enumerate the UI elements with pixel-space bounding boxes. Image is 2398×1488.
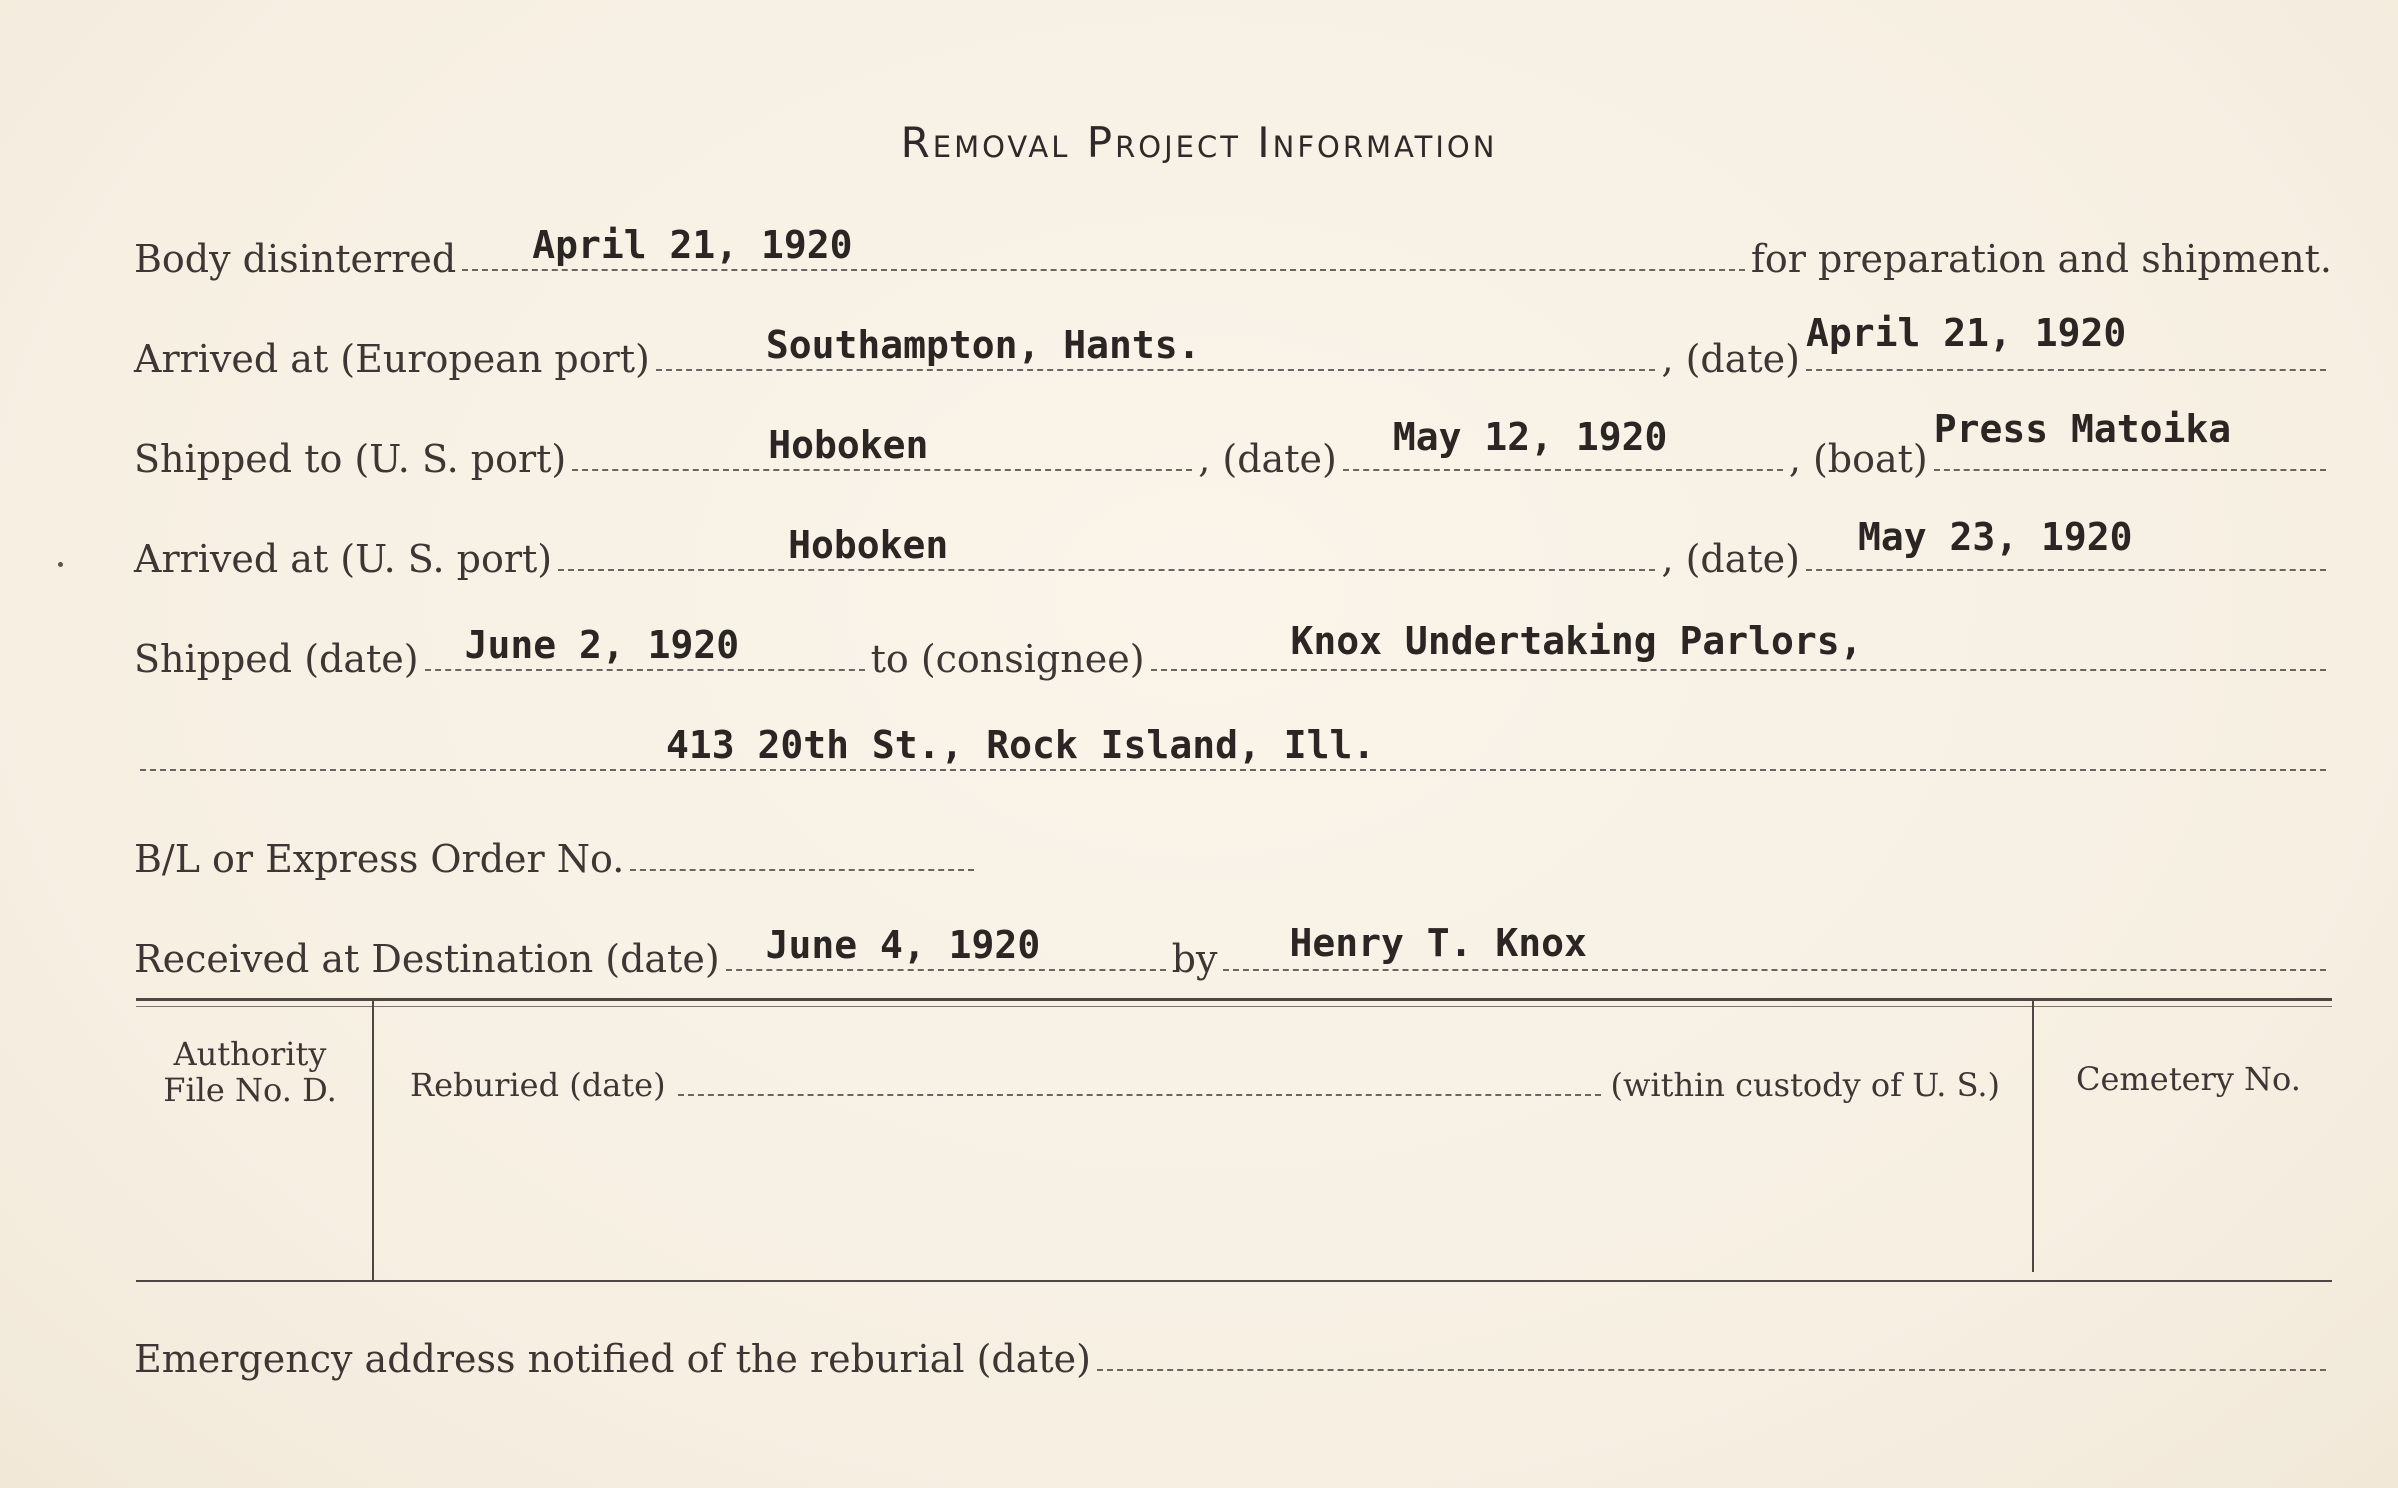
bl-order-field[interactable]: [630, 815, 974, 871]
shipped-date-field[interactable]: [425, 615, 865, 671]
arrived-european-label: Arrived at (European port): [134, 337, 650, 381]
box-top-rule-thin: [136, 1006, 2332, 1007]
shipped-us-port-field[interactable]: [572, 415, 1192, 471]
box-top-rule: [136, 998, 2332, 1001]
shipped-us-date-value: May 12, 1920: [1392, 415, 1668, 459]
cemetery-divider: [2032, 1000, 2034, 1272]
received-date-field[interactable]: [726, 915, 1166, 971]
consignee-address-field[interactable]: [140, 715, 2326, 771]
received-by-value: Henry T. Knox: [1289, 921, 1587, 965]
arrived-us-date-label: , (date): [1661, 537, 1800, 581]
arrived-us-label: Arrived at (U. S. port): [134, 537, 553, 581]
arrived-european-port-value: Southampton, Hants.: [765, 323, 1201, 367]
body-disinterred-value: April 21, 1920: [532, 223, 853, 267]
row-bl-order: [134, 825, 2332, 885]
row-arrived-us: [134, 515, 2332, 585]
row-body-disinterred: [134, 225, 2332, 285]
emergency-date-field[interactable]: [1097, 1315, 2326, 1371]
received-label: Received at Destination (date): [134, 937, 720, 981]
consignee-value: Knox Undertaking Parlors,: [1290, 619, 1863, 663]
emergency-label: Emergency address notified of the reburial (date): [134, 1337, 1091, 1381]
reburied-label: Reburied (date): [410, 1066, 666, 1104]
row-received: [134, 921, 2332, 985]
ink-dot: [58, 562, 63, 567]
shipped-date-value: June 2, 1920: [464, 623, 740, 667]
consignee-field[interactable]: [1151, 615, 2326, 671]
cemetery-no-label: Cemetery No.: [2076, 1060, 2301, 1098]
arrived-european-port-field[interactable]: [656, 315, 1656, 371]
reburied-date-field[interactable]: [678, 1074, 1601, 1096]
row-shipped-us: [134, 407, 2332, 485]
arrived-european-date-label: , (date): [1661, 337, 1800, 381]
shipped-us-boat-field[interactable]: [1933, 407, 2326, 471]
arrived-european-date-field[interactable]: [1806, 311, 2326, 371]
authority-line-1: Authority: [173, 1035, 327, 1073]
body-disinterred-label: Body disinterred: [134, 237, 457, 281]
authority-divider: [372, 1000, 374, 1280]
reburied-row: [410, 1066, 2000, 1104]
row-address: [134, 725, 2332, 785]
received-by-field[interactable]: [1223, 915, 2326, 971]
row-emergency: [134, 1325, 2332, 1385]
shipped-us-date-field[interactable]: [1343, 415, 1783, 471]
row-shipped-consignee: [134, 619, 2332, 685]
box-bottom-rule: [136, 1280, 2332, 1282]
reburied-suffix: (within custody of U. S.): [1610, 1066, 2000, 1104]
shipped-us-date-label: , (date): [1198, 437, 1337, 481]
shipped-us-boat-label: , (boat): [1788, 437, 1928, 481]
authority-line-2: File No. D.: [163, 1071, 337, 1109]
shipped-us-boat-value: Press Matoika: [1933, 407, 2232, 451]
received-date-value: June 4, 1920: [765, 923, 1041, 967]
authority-file-label: [140, 1036, 360, 1108]
arrived-us-date-field[interactable]: [1806, 515, 2326, 571]
arrived-us-port-field[interactable]: [558, 515, 1655, 571]
body-disinterred-field[interactable]: [462, 215, 1745, 271]
card-title: Removal Project Information: [900, 118, 1498, 167]
row-arrived-european: [134, 311, 2332, 385]
arrived-european-date-value: April 21, 1920: [1806, 311, 2127, 355]
consignee-label: to (consignee): [870, 637, 1145, 681]
bl-order-label: B/L or Express Order No.: [134, 837, 625, 881]
arrived-us-port-value: Hoboken: [788, 523, 949, 567]
body-disinterred-suffix: for preparation and shipment.: [1750, 237, 2332, 281]
consignee-address-value: 413 20th St., Rock Island, Ill.: [666, 723, 1376, 767]
shipped-date-label: Shipped (date): [134, 637, 419, 681]
shipped-us-label: Shipped to (U. S. port): [134, 437, 567, 481]
shipped-us-port-value: Hoboken: [768, 423, 929, 467]
arrived-us-date-value: May 23, 1920: [1858, 515, 2133, 559]
received-by-label: by: [1171, 937, 1218, 981]
